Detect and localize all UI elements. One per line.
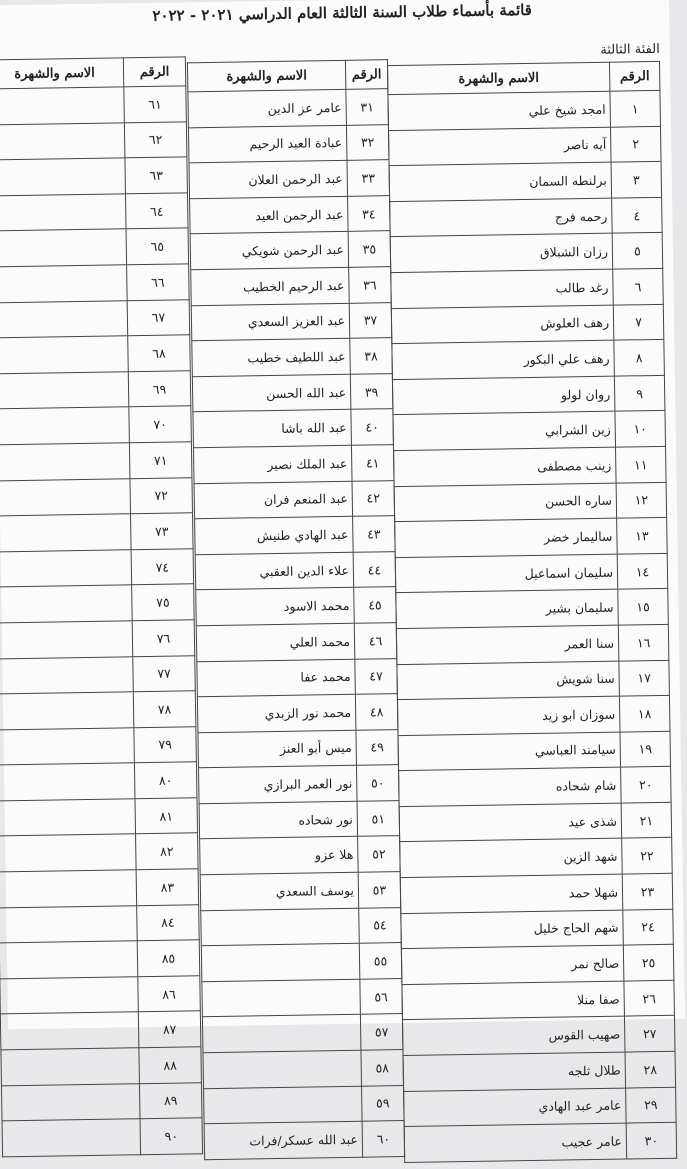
student-number: ٦٥ [126, 228, 189, 265]
table-row [204, 1121, 405, 1160]
student-name [0, 336, 128, 374]
table-row [395, 517, 668, 557]
table-row [188, 124, 389, 163]
student-name: محمد عفا [197, 659, 356, 697]
student-name [0, 158, 125, 196]
table-row [192, 373, 393, 412]
student-name: آيه ناصر [389, 127, 612, 166]
student-name: نور شحاده [199, 801, 358, 839]
student-table-2 [187, 59, 405, 1160]
student-number: ٦٦ [127, 264, 190, 301]
student-number: ٤٠ [351, 409, 394, 445]
student-name: عامر عبد الهادي [404, 1088, 627, 1127]
table-row [194, 480, 395, 519]
table-row [0, 86, 186, 125]
student-name: طلال ثلجه [403, 1052, 626, 1091]
table-row [190, 195, 391, 234]
student-name: سليمان بشير [396, 589, 619, 628]
student-number: ٧١ [129, 442, 192, 479]
student-name: شذى عيد [399, 803, 622, 842]
student-number: ٧٤ [131, 549, 194, 586]
student-name [0, 870, 137, 908]
student-number: ٢٨ [625, 1051, 676, 1087]
student-number: ٤٨ [355, 694, 398, 730]
student-number: ١٠ [615, 411, 666, 447]
number-header: الرقم [609, 61, 659, 91]
table-row [200, 836, 401, 875]
table-row [197, 694, 398, 733]
student-number: ٧٨ [133, 691, 196, 728]
table-row [188, 89, 389, 128]
student-name: علاء الدين العقبي [195, 552, 354, 590]
table-row [0, 1011, 201, 1050]
student-name: ساليمار خضر [395, 518, 618, 557]
student-number: ٣٧ [349, 302, 392, 338]
student-number: ٢٩ [626, 1087, 677, 1123]
student-name: رحمه فرج [390, 198, 613, 237]
table-row [204, 1085, 405, 1124]
student-number: ٣١ [346, 89, 389, 125]
student-name: سليمان اسماعيل [395, 554, 618, 593]
student-number: ١٦ [618, 624, 669, 660]
table-row [388, 90, 661, 130]
student-name: صهيب القوس [402, 1017, 625, 1056]
table-row [201, 907, 402, 946]
table-row [196, 587, 397, 626]
student-table-1 [387, 61, 677, 1163]
student-name [0, 87, 124, 125]
student-name: رغد طالب [391, 269, 614, 308]
student-number: ٦٧ [127, 299, 190, 336]
student-number: ٥٢ [358, 836, 401, 872]
student-name: صالح نمر [401, 945, 624, 984]
student-name: رهف العلوش [391, 305, 614, 344]
student-number: ٨٥ [137, 940, 200, 977]
student-name [0, 727, 134, 765]
student-number: ٢٦ [624, 980, 675, 1016]
student-name [1, 1083, 140, 1121]
student-number: ١ [610, 90, 661, 126]
student-number: ٦٣ [125, 157, 188, 194]
student-number: ٣٢ [346, 124, 389, 160]
student-name: رزان الشبلاق [390, 234, 613, 273]
table-row [400, 838, 673, 878]
student-name: محمد العلي [196, 623, 355, 661]
student-number: ١٨ [619, 695, 670, 731]
table-row [0, 726, 196, 765]
student-number: ٨ [614, 340, 665, 376]
student-name [0, 229, 127, 267]
student-name: عبد الرحمن شويكي [190, 232, 349, 270]
student-name: عبادة العبد الرحيم [188, 125, 347, 163]
student-number: ٥٤ [359, 907, 402, 943]
table-row [196, 623, 397, 662]
student-name [0, 834, 136, 872]
table-row [397, 660, 670, 700]
student-number: ٨٤ [137, 904, 200, 941]
student-name: عبد الله الحسن [192, 374, 351, 412]
student-number: ٤٦ [354, 623, 397, 659]
student-name: ساره الحسن [394, 483, 617, 522]
student-number: ٣٣ [347, 160, 390, 196]
table-row [0, 264, 189, 303]
table-row [394, 482, 667, 522]
table-row [202, 978, 403, 1017]
table-row [189, 160, 390, 199]
student-number: ٢٤ [623, 909, 674, 945]
table-row [401, 909, 674, 949]
table-row [0, 976, 200, 1015]
student-name [0, 692, 134, 730]
table-row [1, 1047, 202, 1086]
student-number: ٢١ [621, 802, 672, 838]
student-name: عبد الرحمن العيد [190, 196, 349, 234]
table-row [396, 589, 669, 629]
student-number: ٦٤ [125, 193, 188, 230]
student-number: ٤١ [351, 445, 394, 481]
student-number: ٧ [613, 304, 664, 340]
student-number: ٦١ [124, 86, 187, 123]
student-number: ٥١ [357, 800, 400, 836]
student-number: ١٩ [620, 731, 671, 767]
table-row [191, 302, 392, 341]
table-row [402, 980, 675, 1020]
student-name [0, 585, 132, 623]
table-row [399, 767, 672, 807]
table-row [0, 798, 198, 837]
student-name [203, 1050, 362, 1088]
student-number: ٨٧ [138, 1011, 201, 1048]
student-name: روان لولو [392, 376, 615, 415]
table-row [203, 1050, 404, 1089]
student-name [0, 122, 125, 160]
table-row [391, 304, 664, 344]
table-row [0, 335, 190, 374]
student-name: عبد اللطيف خطيب [192, 338, 351, 376]
student-number: ٥٧ [360, 1014, 403, 1050]
student-number: ٣٦ [349, 267, 392, 303]
student-number: ٨٣ [136, 869, 199, 906]
student-name: عبد المنعم فران [194, 481, 353, 519]
student-number: ٧٥ [132, 584, 195, 621]
student-name [204, 1086, 363, 1124]
table-row [395, 553, 668, 593]
table-row [394, 446, 667, 486]
student-number: ٣ [611, 162, 662, 198]
student-name: سوزان ابو زيد [397, 696, 620, 735]
student-number: ٣٥ [348, 231, 391, 267]
student-number: ٤٢ [352, 480, 395, 516]
table-row [402, 1016, 675, 1056]
table-row [0, 869, 199, 908]
table-row [404, 1122, 677, 1162]
student-number: ٤٧ [355, 658, 398, 694]
student-number: ٦٠ [362, 1121, 405, 1157]
name-header: الاسم والشهرة [187, 60, 345, 91]
table-row [0, 620, 195, 659]
student-name: سنا شويش [397, 661, 620, 700]
document-title: قائمة بأسماء طلاب السنة الثالثة العام الدراسي ٢٠٢١ - ٢٠٢٢ [152, 0, 533, 25]
student-name [0, 1012, 139, 1050]
student-name: عامر عز الدين [188, 89, 347, 127]
name-header: الاسم والشهرة [387, 62, 609, 94]
table-row [399, 802, 672, 842]
student-number: ٦٩ [128, 371, 191, 408]
student-number: ٥٩ [362, 1085, 405, 1121]
student-name: رهف علي البكور [392, 340, 615, 379]
student-number: ٨٨ [139, 1047, 202, 1084]
table-row [403, 1051, 676, 1091]
student-number: ٤ [612, 197, 663, 233]
student-number: ٢٢ [622, 838, 673, 874]
student-number: ٧٠ [129, 406, 192, 443]
table-row [201, 943, 402, 982]
table-row [195, 516, 396, 555]
table-row [0, 513, 193, 552]
table-row [0, 655, 195, 694]
student-number: ١٣ [617, 517, 668, 553]
table-row [0, 157, 187, 196]
table-row [198, 729, 399, 768]
table-row [389, 162, 662, 202]
student-number: ٦٨ [128, 335, 191, 372]
table-row [396, 624, 669, 664]
name-header: الاسم والشهرة [0, 58, 124, 89]
student-number: ٨٠ [134, 762, 197, 799]
student-number: ١٧ [619, 660, 670, 696]
table-row [200, 872, 401, 911]
table-row [0, 442, 192, 481]
student-name: عبد الرحيم الخطيب [191, 267, 350, 305]
student-name: ميس أبو العنز [198, 730, 357, 768]
student-name: شام شحاده [399, 767, 622, 806]
student-number: ٢ [610, 126, 661, 162]
student-name: عبد الرحمن العلان [189, 161, 348, 199]
student-number: ١٢ [616, 482, 667, 518]
table-row [197, 658, 398, 697]
student-name: سيامند العباسي [398, 732, 621, 771]
student-name: عبد الهادي طنيش [195, 516, 354, 554]
table-row [393, 411, 666, 451]
student-name [0, 621, 133, 659]
student-number: ١٥ [618, 589, 669, 625]
student-number: ٧٧ [133, 655, 196, 692]
table-row [0, 121, 187, 160]
table-row [391, 268, 664, 308]
table-row [0, 584, 194, 623]
student-name: شهد الزين [400, 839, 623, 878]
student-number: ٥٦ [360, 978, 403, 1014]
table-row [193, 409, 394, 448]
student-number: ٣٨ [350, 338, 393, 374]
student-number: ٥٠ [356, 765, 399, 801]
student-number: ٤٤ [353, 551, 396, 587]
student-name [0, 265, 127, 303]
table-row [0, 940, 200, 979]
student-name [0, 194, 126, 232]
table-row [0, 477, 192, 516]
number-header: الرقم [345, 60, 387, 90]
table-row [1, 1082, 202, 1121]
table-row [389, 126, 662, 166]
table-row [0, 833, 198, 872]
student-number: ٢٥ [623, 945, 674, 981]
student-number: ٦ [613, 268, 664, 304]
student-number: ٢٣ [622, 873, 673, 909]
student-number: ٩ [614, 375, 665, 411]
student-name [0, 977, 138, 1015]
student-number: ٧٦ [132, 620, 195, 657]
student-name: هلا عزو [200, 837, 359, 875]
student-number: ٨٦ [138, 976, 201, 1013]
student-number: ١٤ [617, 553, 668, 589]
table-row [0, 228, 189, 267]
student-number: ٣٩ [350, 373, 393, 409]
student-number: ٥٨ [361, 1050, 404, 1086]
student-name [2, 1119, 141, 1157]
student-name: نور العمر البرازي [199, 766, 358, 804]
table-header-row [187, 60, 387, 92]
table-row [0, 691, 196, 730]
table-row [202, 1014, 403, 1053]
student-name [0, 478, 131, 516]
student-number: ٧٣ [131, 513, 194, 550]
table-row [0, 371, 191, 410]
table-header-row [0, 57, 186, 89]
student-name [0, 763, 135, 801]
table-row [190, 231, 391, 270]
student-name [0, 443, 130, 481]
student-name [201, 943, 360, 981]
student-name [0, 941, 138, 979]
student-number: ٤٣ [353, 516, 396, 552]
student-name [1, 1048, 140, 1086]
table-row [193, 445, 394, 484]
table-row [191, 267, 392, 306]
table-row [400, 873, 673, 913]
table-row [398, 731, 671, 771]
student-name: زينب مصطفى [394, 447, 617, 486]
student-number: ٢٠ [621, 767, 672, 803]
table-row [0, 904, 199, 943]
student-name: عبد الملك نصير [193, 445, 352, 483]
student-name [0, 656, 133, 694]
student-number: ٥٥ [359, 943, 402, 979]
table-row [199, 765, 400, 804]
student-name: امجد شيخ علي [388, 91, 611, 130]
student-name: زين الشرابي [393, 411, 616, 450]
student-number: ٩٠ [140, 1118, 203, 1155]
table-row [199, 800, 400, 839]
student-name [0, 407, 129, 445]
student-name: صفا منلا [402, 981, 625, 1020]
student-number: ٧٩ [134, 726, 197, 763]
student-name: محمد نور الزبدي [197, 694, 356, 732]
student-name: سنا العمر [396, 625, 619, 664]
student-name [0, 300, 128, 338]
table-header-row [387, 61, 659, 94]
student-name: يوسف السعدي [200, 872, 359, 910]
student-name: عبد الله باشا [193, 410, 352, 448]
student-number: ١١ [616, 446, 667, 482]
student-name: عامر عجيب [404, 1123, 627, 1162]
table-row [195, 551, 396, 590]
student-number: ٨٢ [136, 833, 199, 870]
table-row [0, 549, 194, 588]
table-row [392, 340, 665, 380]
student-number: ٣٠ [626, 1122, 677, 1158]
student-name [201, 908, 360, 946]
student-name [0, 799, 136, 837]
student-number: ٨٩ [139, 1082, 202, 1119]
student-table-3 [0, 56, 203, 1157]
student-name: عبد الله عسكر/فرات [204, 1121, 363, 1159]
table-row [390, 233, 663, 273]
student-name [202, 1015, 361, 1053]
student-number: ٢٧ [624, 1016, 675, 1052]
table-row [0, 406, 191, 445]
student-number: ٣٤ [348, 195, 391, 231]
student-name: عبد العزيز السعدي [191, 303, 350, 341]
student-number: ٤٩ [356, 729, 399, 765]
student-name: محمد الاسود [196, 588, 355, 626]
table-row [0, 762, 197, 801]
table-row [397, 695, 670, 735]
table-row [192, 338, 393, 377]
student-number: ٥ [612, 233, 663, 269]
student-number: ٤٥ [354, 587, 397, 623]
table-row [404, 1087, 677, 1127]
table-row [390, 197, 663, 237]
student-name [0, 905, 137, 943]
student-name [0, 514, 131, 552]
section-label: الفئة الثالثة [600, 41, 660, 58]
table-row [0, 299, 190, 338]
student-name [0, 372, 129, 410]
student-name: برلنطه السمان [389, 162, 612, 201]
student-name: شهلا حمد [400, 874, 623, 913]
student-name [0, 549, 132, 587]
student-name [202, 979, 361, 1017]
table-row [0, 193, 188, 232]
table-row [2, 1118, 203, 1157]
number-header: الرقم [123, 57, 185, 87]
student-name: شهم الحاج خليل [401, 910, 624, 949]
student-number: ٨١ [135, 798, 198, 835]
table-row [392, 375, 665, 415]
student-number: ٥٣ [358, 872, 401, 908]
table-row [401, 945, 674, 985]
student-number: ٦٢ [124, 121, 187, 158]
student-number: ٧٢ [130, 477, 193, 514]
